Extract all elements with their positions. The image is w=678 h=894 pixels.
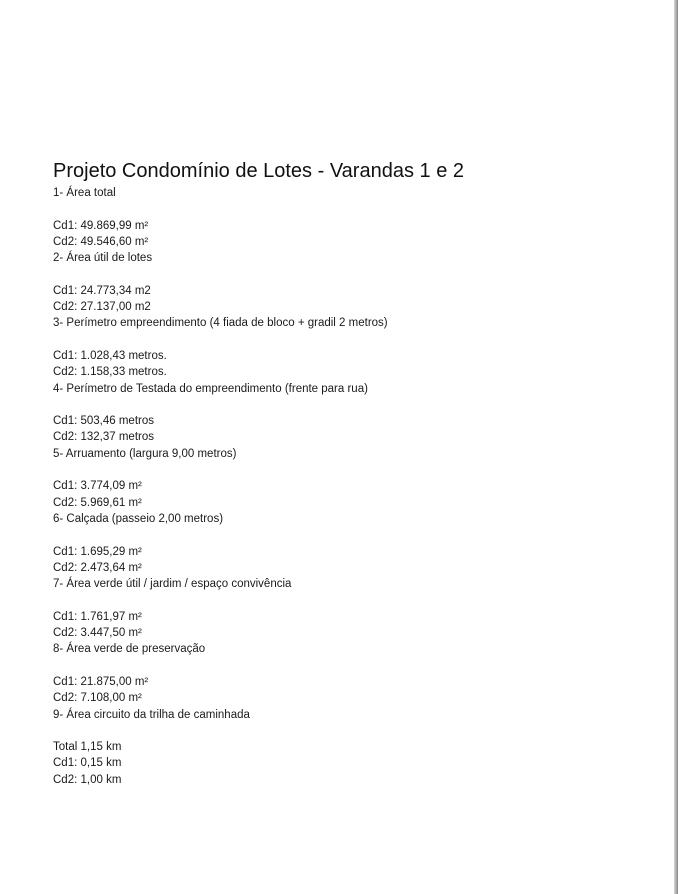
section-value: Cd1: 21.875,00 m² <box>53 675 149 688</box>
section-heading: 2- Área útil de lotes <box>53 252 153 265</box>
section-value: Cd2: 49.546,60 m² <box>53 235 149 248</box>
blank-line <box>53 592 653 608</box>
section-value: Cd1: 3.774,09 m² <box>53 480 142 493</box>
blank-line <box>53 397 653 413</box>
section-value: Cd2: 1.158,33 metros. <box>53 366 167 379</box>
document-content <box>53 158 653 788</box>
section-value: Cd1: 24.773,34 m2 <box>53 284 151 297</box>
section-heading: 1- Área total <box>53 187 116 199</box>
section-heading: 8- Área verde de preservação <box>53 643 206 656</box>
blank-line <box>53 462 653 478</box>
section-heading: 3- Perímetro empreendimento (4 fiada de bloco + gradil 2 metros) <box>53 317 388 330</box>
blank-line <box>53 527 653 543</box>
section-value: Cd1: 1.761,97 m² <box>53 610 142 623</box>
section-value: Cd2: 27.137,00 m2 <box>53 301 151 314</box>
section-heading: 6- Calçada (passeio 2,00 metros) <box>53 512 224 525</box>
blank-line <box>53 658 653 674</box>
section-heading: 9- Área circuito da trilha de caminhada <box>53 708 250 721</box>
page-edge-shadow <box>674 0 678 894</box>
section-value: Cd2: 3.447,50 m² <box>53 627 142 640</box>
section-value: Cd2: 132,37 metros <box>53 431 155 444</box>
page-title: Projeto Condomínio de Lotes - Varandas 1 e 2 <box>53 160 464 182</box>
section-value: Cd1: 49.869,99 m² <box>53 219 149 232</box>
section-value: Cd2: 5.969,61 m² <box>53 496 142 509</box>
section-value: Total 1,15 km <box>53 741 122 754</box>
section-heading: 5- Arruamento (largura 9,00 metros) <box>53 447 237 460</box>
section-value: Cd1: 1.695,29 m² <box>53 545 142 558</box>
section-value: Cd1: 503,46 metros <box>53 415 155 428</box>
blank-line <box>53 332 653 348</box>
blank-line <box>53 201 653 217</box>
blank-line <box>53 723 653 739</box>
section-value: Cd2: 1,00 km <box>53 773 122 786</box>
section-heading: 4- Perímetro de Testada do empreendimento (frente para rua) <box>53 382 368 395</box>
section-value: Cd1: 1.028,43 metros. <box>53 349 167 362</box>
section-value: Cd1: 0,15 km <box>53 757 122 770</box>
blank-line <box>53 266 653 282</box>
section-heading: 7- Área verde útil / jardim / espaço convivência <box>53 578 292 591</box>
section-value: Cd2: 7.108,00 m² <box>53 692 142 705</box>
section-value: Cd2: 2.473,64 m² <box>53 561 142 574</box>
